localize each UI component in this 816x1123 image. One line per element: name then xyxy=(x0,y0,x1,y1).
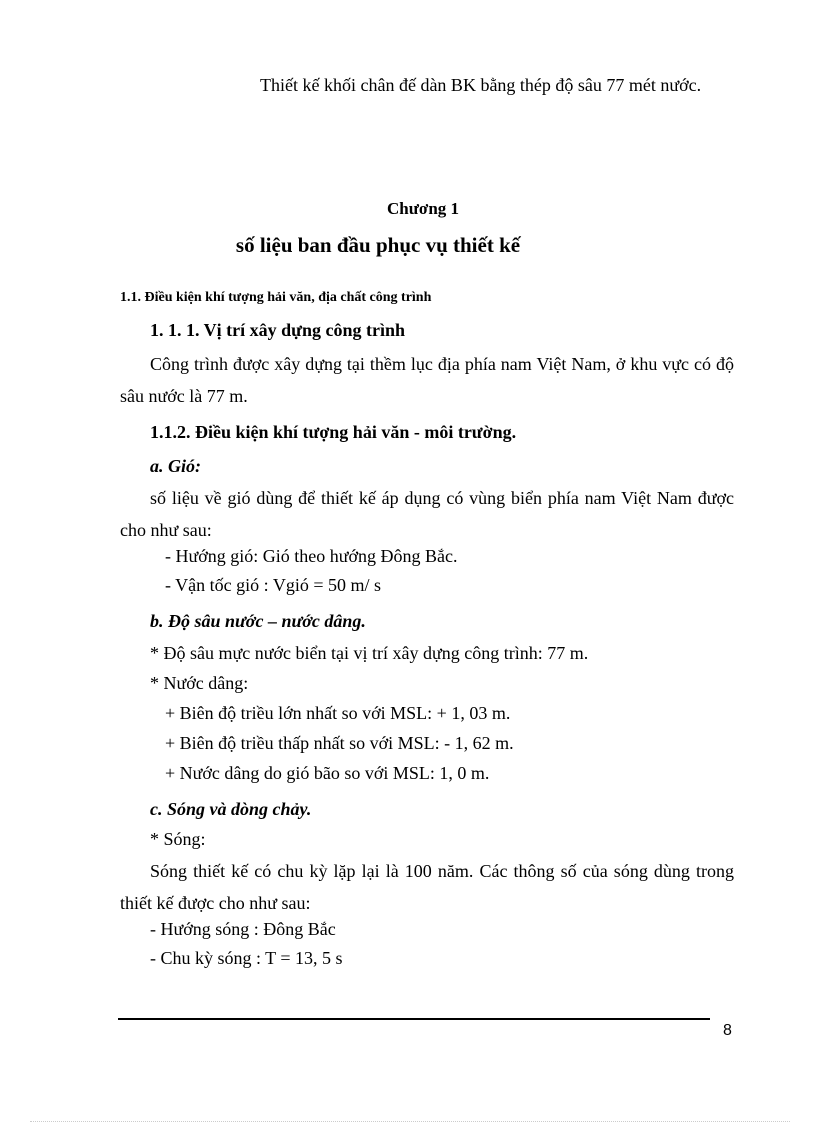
subsection-depth-title: b. Độ sâu nước – nước dâng. xyxy=(150,611,366,631)
footer-rule xyxy=(118,1018,710,1020)
paragraph-location: Công trình được xây dựng tại thềm lục địa phía nam Việt Nam, ở khu vực có độ sâu nước là 77 m. xyxy=(120,354,734,406)
subsection-wind-title: a. Gió: xyxy=(150,456,201,476)
list-item: + Biên độ triều lớn nhất so với MSL: + 1, 03 m. xyxy=(165,703,511,723)
chapter-number: Chương 1 xyxy=(386,199,460,218)
subsection-waves-title: c. Sóng và dòng chảy. xyxy=(150,799,312,819)
list-item: - Chu kỳ sóng : T = 13, 5 s xyxy=(150,948,343,968)
chapter-title: số liệu ban đầu phục vụ thiết kế xyxy=(235,233,521,257)
paragraph-wind: số liệu về gió dùng để thiết kế áp dụng có vùng biển phía nam Việt Nam được cho như sau: xyxy=(120,488,734,540)
waves-line: * Sóng: xyxy=(150,829,206,849)
depth-line: * Độ sâu mực nước biển tại vị trí xây dựng công trình: 77 m. xyxy=(150,643,589,663)
running-header: Thiết kế khối chân đế dàn BK bằng thép độ sâu 77 mét nước. xyxy=(260,75,702,95)
list-item: - Hướng gió: Gió theo hướng Đông Bắc. xyxy=(165,546,458,566)
section-heading-1-1-2: 1.1.2. Điều kiện khí tượng hải văn - môi trường. xyxy=(150,422,517,442)
list-item: - Vận tốc gió : Vgió = 50 m/ s xyxy=(165,575,381,595)
list-item: + Nước dâng do gió bão so với MSL: 1, 0 m. xyxy=(165,763,490,783)
paragraph-waves: Sóng thiết kế có chu kỳ lặp lại là 100 năm. Các thông số của sóng dùng trong thiết kế được cho như sau: xyxy=(120,861,734,913)
page-number: 8 xyxy=(723,1022,732,1039)
section-heading-1-1-1: 1. 1. 1. Vị trí xây dựng công trình xyxy=(150,320,405,340)
page-edge-divider xyxy=(30,1121,790,1122)
section-heading-1-1: 1.1. Điều kiện khí tượng hải văn, địa chất công trình xyxy=(120,290,432,305)
list-item: - Hướng sóng : Đông Bắc xyxy=(150,919,336,939)
surge-line: * Nước dâng: xyxy=(150,673,249,693)
list-item: + Biên độ triều thấp nhất so với MSL: - 1, 62 m. xyxy=(165,733,514,753)
